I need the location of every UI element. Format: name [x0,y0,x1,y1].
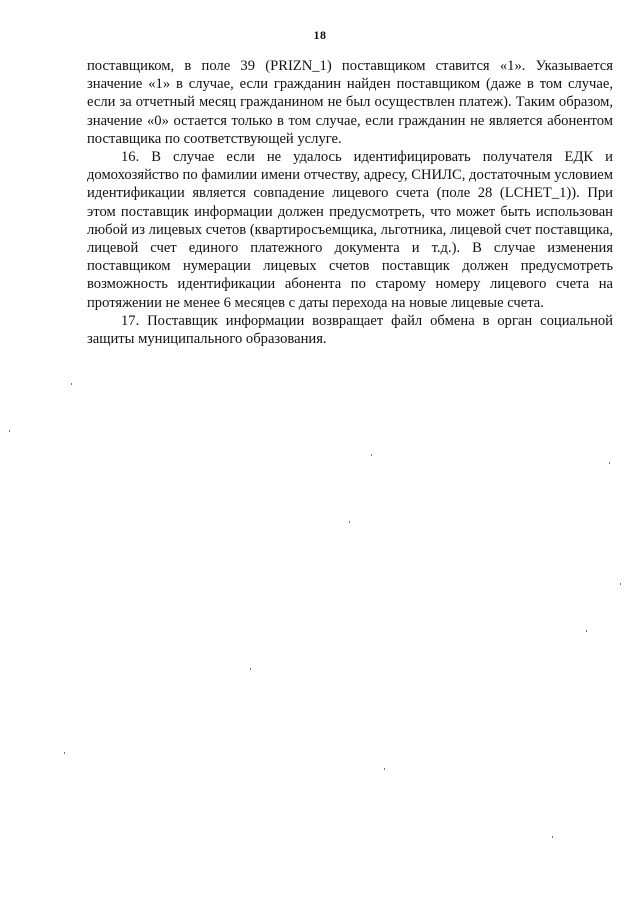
scan-speck [586,630,587,632]
document-body [87,57,613,348]
scan-speck [64,752,65,754]
scan-speck [620,583,621,585]
paragraph-16: 16. В случае если не удалось идентифицировать получателя ЕДК и домохозяйство по фамилии имени отчеству, адресу, СНИЛС, достаточным условием идентификации является совпадение лицевого счета (поле 28 (LCHET_1)). При этом поставщик информации должен предусмотреть, что может быть использован любой из лицевых счетов (квартиросъемщика, льготника, лицевой счет поставщика, лицевой счет единого платежного документа и т.д.). В случае изменения поставщиком нумерации лицевых счетов поставщик должен предусмотреть возможность идентификации абонента по старому номеру лицевого счета на протяжении не менее 6 месяцев с даты перехода на новые лицевые счета. [87,149,613,311]
paragraph-17: 17. Поставщик информации возвращает файл обмена в орган социальной защиты муниципального образования. [87,312,613,348]
page-number: 18 [313,28,327,42]
scan-speck [552,836,553,838]
paragraph-continuation: поставщиком, в поле 39 (PRIZN_1) поставщиком ставится «1». Указывается значение «1» в случае, если гражданин найден поставщиком (даже в том случае, если за отчетный месяц гражданином не был осуществлен платеж). Таким образом, значение «0» остается только в том случае, если гражданин не является абонентом поставщика по соответствующей услуге. [87,58,613,147]
scan-speck [371,454,372,456]
scan-speck [609,462,610,464]
scan-speck [71,383,72,385]
scan-speck [349,521,350,523]
scan-speck [250,668,251,670]
scan-speck [384,768,385,770]
scan-speck [9,430,10,432]
